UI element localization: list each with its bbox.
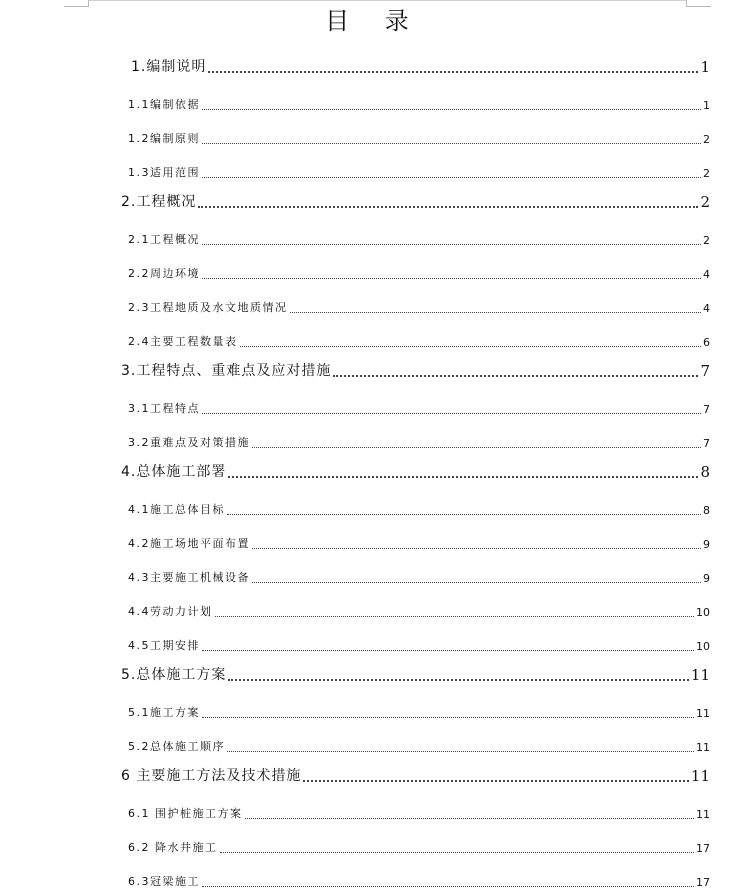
toc-section-entry[interactable] — [0, 861, 748, 895]
toc-page-number: 2 — [703, 133, 710, 146]
toc-chapter-entry[interactable] — [0, 186, 748, 219]
toc-entry-label: 4.3主要施工机械设备 — [128, 571, 250, 584]
toc-entry-label: 1.编制说明 — [131, 59, 207, 75]
toc-entry-label: 2.3工程地质及水文地质情况 — [128, 301, 288, 314]
toc-page-number: 17 — [696, 842, 710, 855]
toc-page-number: 11 — [696, 808, 710, 821]
toc-entry-label: 6.1 围护桩施工方案 — [128, 807, 243, 820]
toc-page-number: 2 — [700, 193, 710, 211]
toc-chapter-entry[interactable] — [0, 355, 748, 388]
toc-section-entry[interactable] — [0, 557, 748, 591]
toc-section-entry[interactable] — [0, 152, 748, 186]
table-of-contents — [0, 51, 748, 895]
toc-chapter-entry[interactable] — [0, 51, 748, 84]
toc-section-entry[interactable] — [0, 118, 748, 152]
toc-section-entry[interactable] — [0, 84, 748, 118]
toc-section-entry[interactable] — [0, 625, 748, 659]
toc-section-entry[interactable] — [0, 726, 748, 760]
toc-page-number: 6 — [703, 336, 710, 349]
toc-section-entry[interactable] — [0, 692, 748, 726]
toc-section-entry[interactable] — [0, 253, 748, 287]
toc-page-number: 2 — [703, 234, 710, 247]
toc-entry-label: 1.1编制依据 — [128, 98, 200, 111]
toc-page-number: 7 — [703, 437, 710, 450]
toc-entry-label: 5.2总体施工顺序 — [128, 740, 225, 753]
toc-entry-label: 1.3适用范围 — [128, 166, 200, 179]
toc-page-number: 2 — [703, 167, 710, 180]
toc-chapter-entry[interactable] — [0, 659, 748, 692]
toc-page-number: 10 — [696, 640, 710, 653]
toc-entry-label: 6.2 降水井施工 — [128, 841, 218, 854]
toc-dot-leader — [202, 412, 701, 414]
toc-dot-leader — [220, 851, 695, 853]
toc-dot-leader — [240, 345, 702, 347]
toc-section-entry[interactable] — [0, 321, 748, 355]
toc-entry-label: 2.4主要工程数量表 — [128, 335, 238, 348]
toc-page-number: 7 — [703, 403, 710, 416]
toc-section-entry[interactable] — [0, 287, 748, 321]
toc-page-number: 10 — [696, 606, 710, 619]
toc-page-number: 1 — [700, 58, 710, 76]
toc-entry-label: 4.5工期安排 — [128, 639, 200, 652]
toc-section-entry[interactable] — [0, 489, 748, 523]
toc-dot-leader — [245, 817, 695, 819]
toc-dot-leader — [303, 779, 689, 782]
toc-page-number: 7 — [700, 362, 710, 380]
toc-entry-label: 6 主要施工方法及技术措施 — [121, 768, 302, 784]
toc-entry-label: 3.1工程特点 — [128, 402, 200, 415]
toc-title: 目 录 — [325, 7, 423, 35]
toc-dot-leader — [333, 374, 698, 377]
toc-dot-leader — [290, 311, 702, 313]
toc-section-entry[interactable] — [0, 793, 748, 827]
toc-dot-leader — [252, 547, 701, 549]
toc-page-number: 1 — [703, 99, 710, 112]
toc-page-number: 9 — [703, 538, 710, 551]
toc-dot-leader — [227, 750, 694, 752]
toc-dot-leader — [252, 581, 701, 583]
toc-entry-label: 6.3冠梁施工 — [128, 875, 200, 888]
toc-entry-label: 1.2编制原则 — [128, 132, 200, 145]
toc-entry-label: 2.工程概况 — [121, 194, 197, 210]
toc-page-number: 17 — [696, 876, 710, 889]
toc-dot-leader — [202, 142, 701, 144]
toc-entry-label: 4.总体施工部署 — [121, 464, 227, 480]
toc-page-number: 4 — [703, 302, 710, 315]
toc-entry-label: 5.总体施工方案 — [121, 667, 227, 683]
toc-entry-label: 4.2施工场地平面布置 — [128, 537, 250, 550]
toc-page-number: 8 — [703, 504, 710, 517]
toc-entry-label: 5.1施工方案 — [128, 706, 200, 719]
toc-dot-leader — [227, 513, 701, 515]
toc-dot-leader — [215, 615, 695, 617]
toc-page-number: 11 — [690, 666, 710, 684]
toc-entry-label: 3.2重难点及对策措施 — [128, 436, 250, 449]
toc-page-number: 11 — [690, 767, 710, 785]
toc-dot-leader — [202, 108, 701, 110]
toc-page-number: 11 — [696, 707, 710, 720]
toc-entry-label: 2.2周边环境 — [128, 267, 200, 280]
toc-entry-label: 4.4劳动力计划 — [128, 605, 213, 618]
toc-dot-leader — [228, 678, 689, 681]
toc-dot-leader — [228, 475, 698, 478]
toc-dot-leader — [208, 70, 698, 73]
toc-chapter-entry[interactable] — [0, 456, 748, 489]
toc-section-entry[interactable] — [0, 827, 748, 861]
toc-entry-label: 3.工程特点、重难点及应对措施 — [121, 363, 332, 379]
toc-section-entry[interactable] — [0, 523, 748, 557]
toc-page-number: 8 — [700, 463, 710, 481]
toc-section-entry[interactable] — [0, 219, 748, 253]
toc-dot-leader — [202, 649, 694, 651]
toc-page-number: 4 — [703, 268, 710, 281]
toc-dot-leader — [202, 176, 701, 178]
toc-section-entry[interactable] — [0, 422, 748, 456]
toc-dot-leader — [252, 446, 701, 448]
page-top-rule — [88, 0, 686, 1]
toc-section-entry[interactable] — [0, 591, 748, 625]
toc-dot-leader — [202, 277, 701, 279]
toc-dot-leader — [198, 205, 698, 208]
toc-page-number: 9 — [703, 572, 710, 585]
toc-page-number: 11 — [696, 741, 710, 754]
toc-dot-leader — [202, 243, 701, 245]
toc-entry-label: 4.1施工总体目标 — [128, 503, 225, 516]
toc-entry-label: 2.1工程概况 — [128, 233, 200, 246]
toc-dot-leader — [202, 885, 694, 887]
toc-chapter-entry[interactable] — [0, 760, 748, 793]
toc-section-entry[interactable] — [0, 388, 748, 422]
toc-dot-leader — [202, 716, 694, 718]
